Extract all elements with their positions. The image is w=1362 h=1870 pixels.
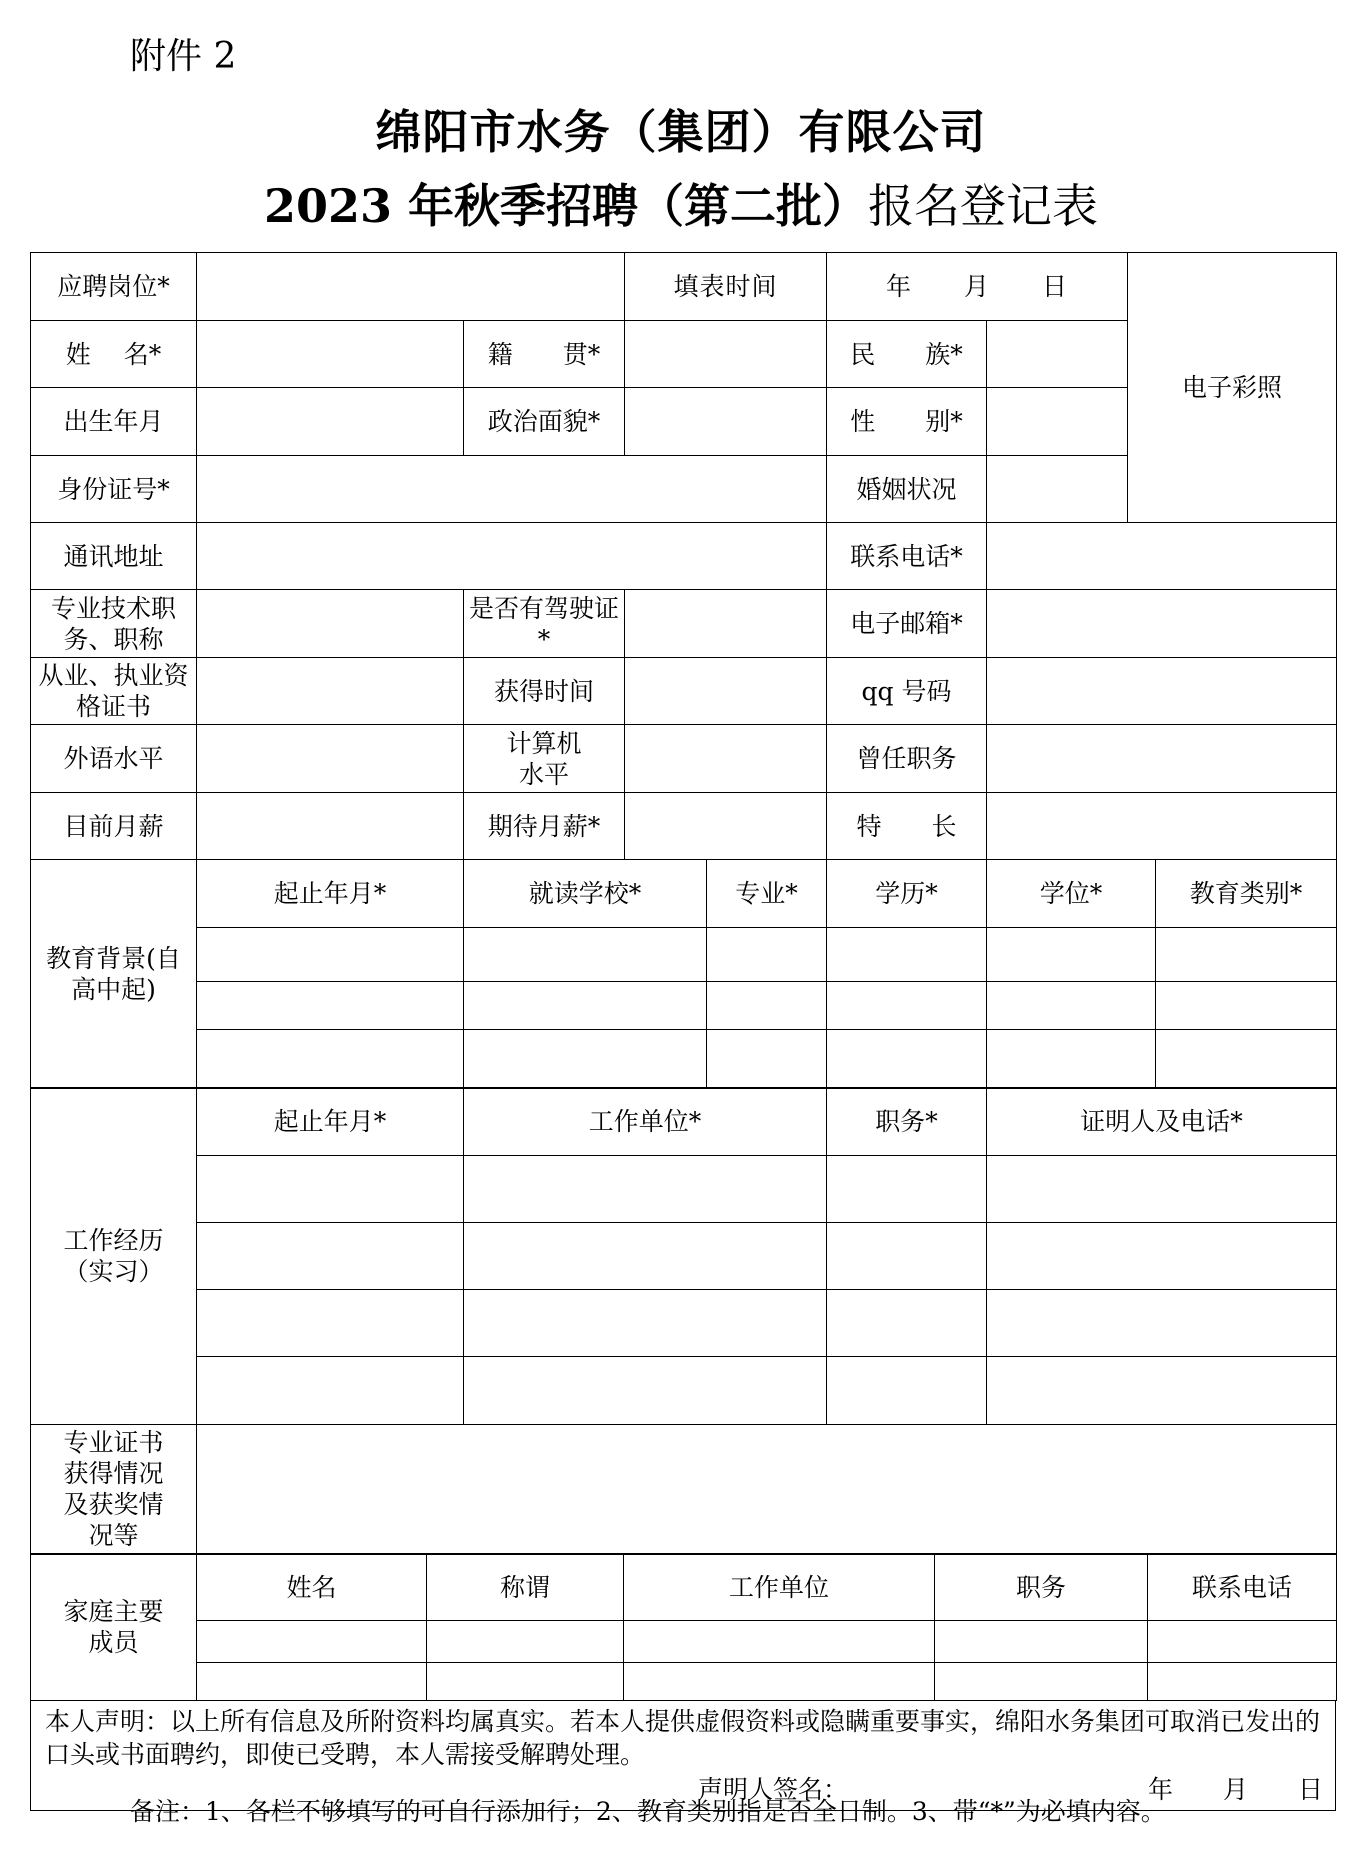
- declaration-text: 本人声明：以上所有信息及所附资料均属真实。若本人提供虚假资料或隐瞒重要事实，绵阳水务集团可取消已发出的口头或书面聘约，即使已受聘，本人需接受解聘处理。: [45, 1706, 1321, 1769]
- form-title-bold: 2023 年秋季招聘（第二批）: [263, 179, 869, 233]
- political-status-field[interactable]: [625, 388, 827, 456]
- work-section-label: [31, 1088, 197, 1425]
- work-cell[interactable]: [197, 1357, 464, 1425]
- foreign-language-label: 外语水平: [31, 725, 197, 793]
- attachment-label: 附件 2: [130, 36, 237, 77]
- work-cell[interactable]: [197, 1223, 464, 1290]
- education-cell[interactable]: [987, 981, 1156, 1029]
- ethnicity-field[interactable]: [987, 321, 1128, 388]
- education-cell[interactable]: [987, 1029, 1156, 1088]
- name-field[interactable]: [197, 321, 464, 388]
- name-label: 姓 名*: [31, 321, 197, 388]
- address-field[interactable]: [197, 523, 827, 590]
- birth-label: 出生年月: [31, 388, 197, 456]
- work-header: 工作单位*: [464, 1088, 827, 1156]
- education-header: 学历*: [827, 859, 987, 927]
- education-table: [30, 859, 1337, 1089]
- work-row: [31, 1156, 1337, 1223]
- education-cell[interactable]: [464, 1029, 707, 1088]
- education-section-label: [31, 859, 197, 1088]
- form-title: [0, 170, 1362, 236]
- qq-field[interactable]: [987, 658, 1337, 725]
- education-cell[interactable]: [197, 1029, 464, 1088]
- education-cell[interactable]: [987, 927, 1156, 981]
- id-number-field[interactable]: [197, 456, 827, 523]
- company-title: 绵阳市水务（集团）有限公司: [375, 105, 987, 159]
- work-cell[interactable]: [827, 1357, 987, 1425]
- current-salary-field[interactable]: [197, 793, 464, 860]
- position-field[interactable]: [197, 253, 625, 321]
- qualification-field[interactable]: [197, 658, 464, 725]
- family-cell[interactable]: [197, 1621, 427, 1663]
- fill-date-field[interactable]: 年 月 日: [827, 253, 1128, 321]
- declaration-cell: [31, 1700, 1336, 1810]
- certificates-field[interactable]: [197, 1424, 1337, 1554]
- email-label: 电子邮箱*: [827, 590, 987, 658]
- birth-field[interactable]: [197, 388, 464, 456]
- work-cell[interactable]: [827, 1223, 987, 1290]
- specialty-label: 特 长: [827, 793, 987, 860]
- work-table: [30, 1087, 1337, 1425]
- education-header: 就读学校*: [464, 859, 707, 927]
- expected-salary-field[interactable]: [625, 793, 827, 860]
- education-header: 教育类别*: [1156, 859, 1337, 927]
- work-cell[interactable]: [197, 1290, 464, 1357]
- specialty-field[interactable]: [987, 793, 1337, 860]
- education-cell[interactable]: [827, 1029, 987, 1088]
- work-cell[interactable]: [987, 1290, 1337, 1357]
- work-cell[interactable]: [464, 1223, 827, 1290]
- marital-status-label: 婚姻状况: [827, 456, 987, 523]
- education-header: 起止年月*: [197, 859, 464, 927]
- education-cell[interactable]: [464, 981, 707, 1029]
- work-cell[interactable]: [987, 1357, 1337, 1425]
- family-cell[interactable]: [427, 1621, 624, 1663]
- education-header: 专业*: [707, 859, 827, 927]
- driver-license-label: 是否有驾驶证*: [464, 590, 625, 658]
- family-header: 职务: [935, 1554, 1148, 1621]
- declaration-table: [30, 1700, 1336, 1811]
- work-row: [31, 1290, 1337, 1357]
- family-section-label: [31, 1554, 197, 1701]
- education-cell[interactable]: [464, 927, 707, 981]
- family-section-text: 家庭主要成员: [63, 1597, 164, 1657]
- marital-status-field[interactable]: [987, 456, 1128, 523]
- work-row: [31, 1357, 1337, 1425]
- current-salary-label: 目前月薪: [31, 793, 197, 860]
- tech-title-field[interactable]: [197, 590, 464, 658]
- work-cell[interactable]: [987, 1156, 1337, 1223]
- family-cell[interactable]: [935, 1621, 1148, 1663]
- qq-label: qq 号码: [827, 658, 987, 725]
- qualification-label: 从业、执业资格证书: [31, 658, 197, 725]
- work-cell[interactable]: [987, 1223, 1337, 1290]
- driver-license-field[interactable]: [625, 590, 827, 658]
- work-cell[interactable]: [827, 1156, 987, 1223]
- tech-title-label: 专业技术职务、职称: [31, 590, 197, 658]
- phone-field[interactable]: [987, 523, 1337, 590]
- education-cell[interactable]: [1156, 927, 1337, 981]
- family-cell[interactable]: [1148, 1621, 1337, 1663]
- computer-level-label: [464, 725, 625, 793]
- email-field[interactable]: [987, 590, 1337, 658]
- photo-label: 电子彩照: [1182, 373, 1283, 402]
- phone-label: 联系电话*: [827, 523, 987, 590]
- education-row: [31, 927, 1337, 981]
- certificates-label: [31, 1424, 197, 1554]
- family-header: 联系电话: [1148, 1554, 1337, 1621]
- education-cell[interactable]: [1156, 981, 1337, 1029]
- gender-field[interactable]: [987, 388, 1128, 456]
- family-table: [30, 1553, 1337, 1701]
- work-header: 职务*: [827, 1088, 987, 1156]
- signature-date[interactable]: 年 月 日: [1147, 1774, 1323, 1804]
- education-cell[interactable]: [827, 981, 987, 1029]
- certificates-text: 专业证书获得情况及获奖情况等: [63, 1428, 164, 1550]
- education-row: [31, 981, 1337, 1029]
- form-title-normal: 报名登记表: [868, 179, 1099, 233]
- expected-salary-label: 期待月薪*: [464, 793, 625, 860]
- work-cell[interactable]: [464, 1290, 827, 1357]
- registration-form: [30, 252, 1337, 1811]
- family-header: 姓名: [197, 1554, 427, 1621]
- work-row: [31, 1223, 1337, 1290]
- ethnicity-label: 民 族*: [827, 321, 987, 388]
- family-cell[interactable]: [624, 1663, 935, 1701]
- position-label: 应聘岗位*: [31, 253, 197, 321]
- obtained-time-field[interactable]: [625, 658, 827, 725]
- education-cell[interactable]: [197, 927, 464, 981]
- former-post-field[interactable]: [987, 725, 1337, 793]
- native-place-label: 籍 贯*: [464, 321, 625, 388]
- computer-level-field[interactable]: [625, 725, 827, 793]
- education-cell[interactable]: [827, 927, 987, 981]
- work-cell[interactable]: [197, 1156, 464, 1223]
- education-cell[interactable]: [707, 927, 827, 981]
- certificates-table: [30, 1424, 1337, 1555]
- family-cell[interactable]: [624, 1621, 935, 1663]
- family-cell[interactable]: [197, 1663, 427, 1701]
- education-cell[interactable]: [1156, 1029, 1337, 1088]
- fill-time-label: 填表时间: [625, 253, 827, 321]
- native-place-field[interactable]: [625, 321, 827, 388]
- education-cell[interactable]: [197, 981, 464, 1029]
- family-cell[interactable]: [1148, 1663, 1337, 1701]
- family-cell[interactable]: [935, 1663, 1148, 1701]
- foreign-language-field[interactable]: [197, 725, 464, 793]
- computer-level-text: 计算机水平: [506, 728, 582, 789]
- work-cell[interactable]: [464, 1357, 827, 1425]
- family-header: 工作单位: [624, 1554, 935, 1621]
- id-number-label: 身份证号*: [31, 456, 197, 523]
- work-header: 起止年月*: [197, 1088, 464, 1156]
- political-status-label: 政治面貌*: [464, 388, 625, 456]
- personal-info-table: [30, 252, 1337, 860]
- work-section-text: 工作经历（实习）: [63, 1226, 164, 1286]
- family-row: [31, 1663, 1337, 1701]
- education-section-text: 教育背景(自高中起): [46, 943, 181, 1004]
- education-row: [31, 1029, 1337, 1088]
- former-post-label: 曾任职务: [827, 725, 987, 793]
- family-row: [31, 1621, 1337, 1663]
- family-cell[interactable]: [427, 1663, 624, 1701]
- education-header: 学位*: [987, 859, 1156, 927]
- gender-label: 性 别*: [827, 388, 987, 456]
- photo-cell[interactable]: [1128, 253, 1337, 523]
- work-cell[interactable]: [464, 1156, 827, 1223]
- footnote: 备注：1、各栏不够填写的可自行添加行；2、教育类别指是否全日制。3、带“*”为必填内容。: [130, 1797, 1166, 1826]
- education-cell[interactable]: [707, 1029, 827, 1088]
- education-cell[interactable]: [707, 981, 827, 1029]
- family-header: 称谓: [427, 1554, 624, 1621]
- signature-label: 声明人签名：: [697, 1774, 848, 1804]
- work-cell[interactable]: [827, 1290, 987, 1357]
- address-label: 通讯地址: [31, 523, 197, 590]
- work-header: 证明人及电话*: [987, 1088, 1337, 1156]
- obtained-time-label: 获得时间: [464, 658, 625, 725]
